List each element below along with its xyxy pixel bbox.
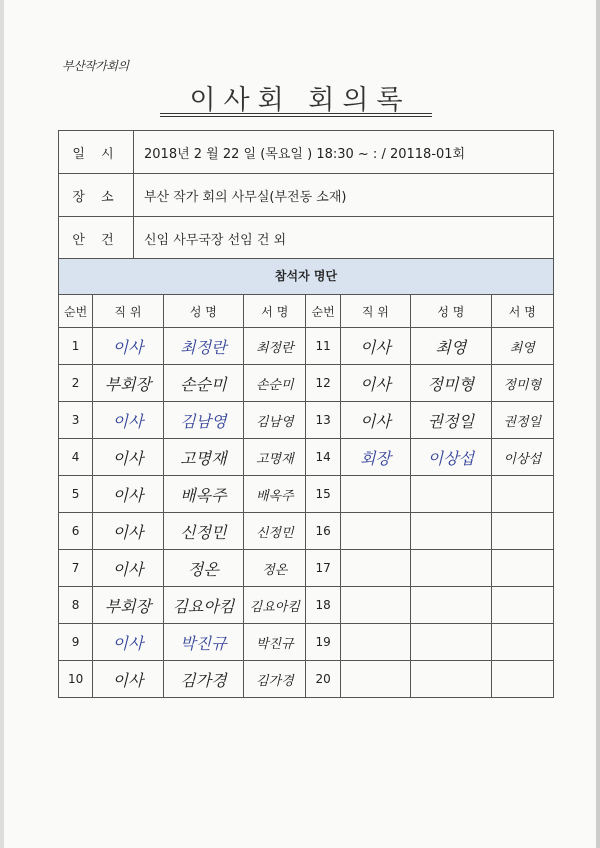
table-row xyxy=(59,328,554,365)
signature-cell xyxy=(491,587,553,624)
signature-cell xyxy=(491,476,553,513)
date-row xyxy=(59,131,554,174)
signature-cell: 배옥주 xyxy=(244,476,306,513)
name-cell: 손순미 xyxy=(163,365,243,402)
title-underline xyxy=(160,113,432,114)
table-row xyxy=(59,402,554,439)
column-header: 순번 xyxy=(306,295,340,328)
agenda-value: 신임 사무국장 선임 건 외 xyxy=(134,217,554,260)
signature-cell: 최정란 xyxy=(244,328,306,365)
row-number: 4 xyxy=(59,439,93,476)
table-row xyxy=(59,365,554,402)
name-cell xyxy=(411,624,491,661)
signature-cell: 이상섭 xyxy=(491,439,553,476)
position-cell: 이사 xyxy=(93,476,163,513)
position-cell: 이사 xyxy=(93,328,163,365)
table-row xyxy=(59,513,554,550)
name-cell: 김남영 xyxy=(163,402,243,439)
row-number: 10 xyxy=(59,661,93,698)
name-cell: 정미형 xyxy=(411,365,491,402)
table-row xyxy=(59,476,554,513)
position-cell: 부회장 xyxy=(93,365,163,402)
row-number: 7 xyxy=(59,550,93,587)
signature-cell: 권정일 xyxy=(491,402,553,439)
signature-cell: 김가경 xyxy=(244,661,306,698)
signature-cell xyxy=(491,550,553,587)
position-cell: 부회장 xyxy=(93,587,163,624)
position-cell: 회장 xyxy=(340,439,410,476)
position-cell: 이사 xyxy=(340,402,410,439)
scan-edge-left xyxy=(0,0,4,848)
row-number: 18 xyxy=(306,587,340,624)
row-number: 14 xyxy=(306,439,340,476)
date-value: 2018년 2 월 22 일 (목요일 ) 18:30 ~ : / 20118-01회 xyxy=(134,131,554,174)
position-cell: 이사 xyxy=(93,661,163,698)
place-label: 장 소 xyxy=(59,174,134,217)
name-cell xyxy=(411,550,491,587)
position-cell: 이사 xyxy=(93,513,163,550)
column-header: 성 명 xyxy=(163,295,243,328)
signature-cell xyxy=(491,661,553,698)
signature-cell: 박진규 xyxy=(244,624,306,661)
row-number: 12 xyxy=(306,365,340,402)
row-number: 2 xyxy=(59,365,93,402)
column-header: 직 위 xyxy=(93,295,163,328)
name-cell: 최정란 xyxy=(163,328,243,365)
signature-cell: 정미형 xyxy=(491,365,553,402)
column-header: 서 명 xyxy=(244,295,306,328)
name-cell: 권정일 xyxy=(411,402,491,439)
row-number: 6 xyxy=(59,513,93,550)
scan-edge-right xyxy=(596,0,600,848)
row-number: 15 xyxy=(306,476,340,513)
name-cell: 신정민 xyxy=(163,513,243,550)
table-row xyxy=(59,550,554,587)
name-cell: 김요아킴 xyxy=(163,587,243,624)
row-number: 9 xyxy=(59,624,93,661)
name-cell: 고명재 xyxy=(163,439,243,476)
name-cell xyxy=(411,476,491,513)
signature-cell: 정온 xyxy=(244,550,306,587)
position-cell xyxy=(340,550,410,587)
name-cell xyxy=(411,587,491,624)
attendee-table-header xyxy=(59,295,554,328)
meeting-info-table xyxy=(58,130,554,260)
date-label: 일 시 xyxy=(59,131,134,174)
place-row xyxy=(59,174,554,217)
name-cell xyxy=(411,513,491,550)
signature-cell: 신정민 xyxy=(244,513,306,550)
row-number: 19 xyxy=(306,624,340,661)
table-row xyxy=(59,439,554,476)
position-cell: 이사 xyxy=(340,365,410,402)
name-cell: 박진규 xyxy=(163,624,243,661)
row-number: 13 xyxy=(306,402,340,439)
position-cell xyxy=(340,624,410,661)
attendee-rows xyxy=(59,328,554,698)
signature-cell: 김남영 xyxy=(244,402,306,439)
position-cell xyxy=(340,513,410,550)
row-number: 5 xyxy=(59,476,93,513)
name-cell: 김가경 xyxy=(163,661,243,698)
signature-cell xyxy=(491,513,553,550)
agenda-row xyxy=(59,217,554,260)
row-number: 3 xyxy=(59,402,93,439)
column-header: 서 명 xyxy=(491,295,553,328)
signature-cell: 손순미 xyxy=(244,365,306,402)
position-cell: 이사 xyxy=(93,550,163,587)
name-cell xyxy=(411,661,491,698)
column-header: 순번 xyxy=(59,295,93,328)
signature-cell: 고명재 xyxy=(244,439,306,476)
signature-cell: 김요아킴 xyxy=(244,587,306,624)
signature-cell: 최영 xyxy=(491,328,553,365)
position-cell: 이사 xyxy=(93,402,163,439)
organization-logo: 부산작가회의 xyxy=(62,59,129,73)
name-cell: 최영 xyxy=(411,328,491,365)
row-number: 17 xyxy=(306,550,340,587)
signature-cell xyxy=(491,624,553,661)
row-number: 8 xyxy=(59,587,93,624)
position-cell xyxy=(340,661,410,698)
place-value: 부산 작가 회의 사무실(부전동 소재) xyxy=(134,174,554,217)
document-title: 이사회 회의록 xyxy=(189,85,411,116)
position-cell xyxy=(340,476,410,513)
title-underline xyxy=(160,116,432,117)
agenda-label: 안 건 xyxy=(59,217,134,260)
table-row xyxy=(59,587,554,624)
position-cell: 이사 xyxy=(340,328,410,365)
name-cell: 이상섭 xyxy=(411,439,491,476)
table-row xyxy=(59,624,554,661)
row-number: 1 xyxy=(59,328,93,365)
position-cell: 이사 xyxy=(93,439,163,476)
attendee-table xyxy=(58,294,554,698)
column-header: 성 명 xyxy=(411,295,491,328)
position-cell: 이사 xyxy=(93,624,163,661)
column-header: 직 위 xyxy=(340,295,410,328)
position-cell xyxy=(340,587,410,624)
row-number: 11 xyxy=(306,328,340,365)
attendees-section-title: 참석자 명단 xyxy=(58,258,554,294)
row-number: 20 xyxy=(306,661,340,698)
name-cell: 배옥주 xyxy=(163,476,243,513)
row-number: 16 xyxy=(306,513,340,550)
name-cell: 정온 xyxy=(163,550,243,587)
table-row xyxy=(59,661,554,698)
